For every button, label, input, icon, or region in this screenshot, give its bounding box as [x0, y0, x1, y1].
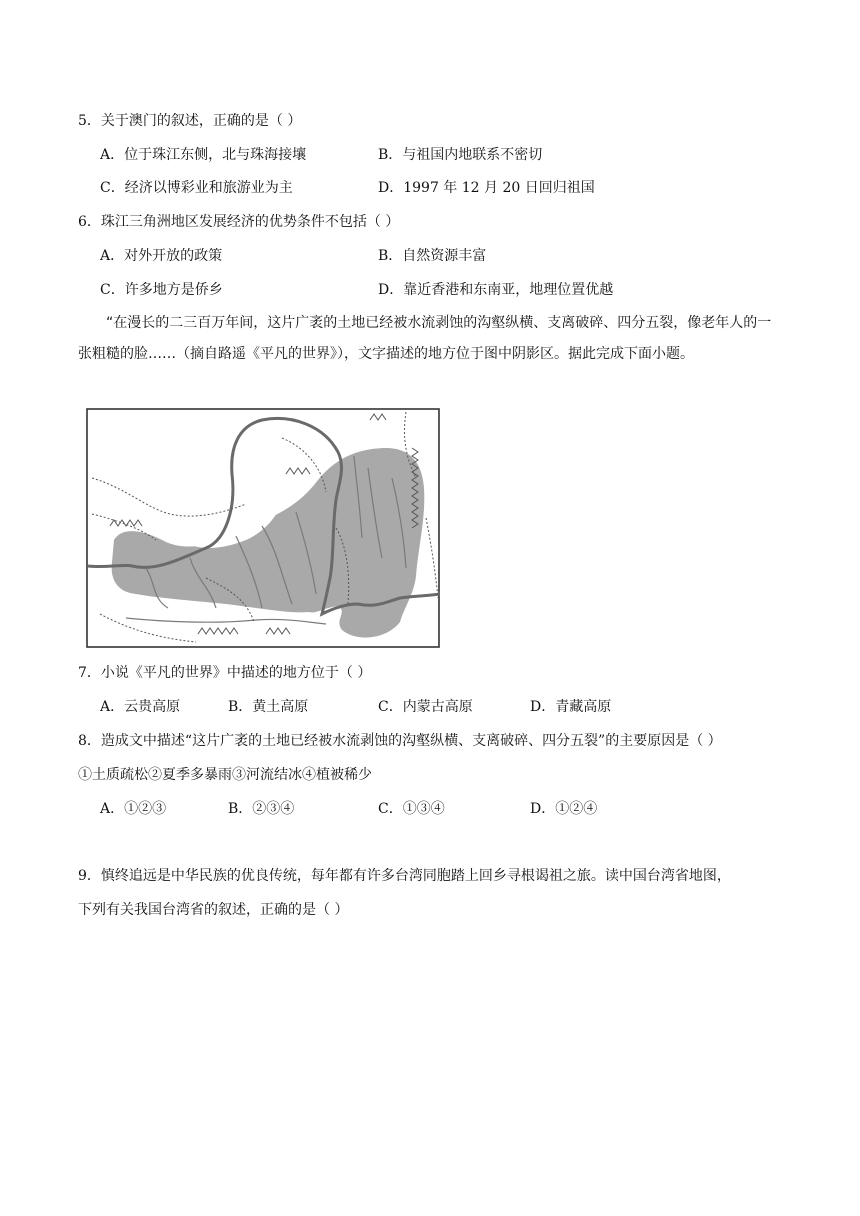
q5-option-a[interactable]: A．位于珠江东侧，北与珠海接壤: [100, 147, 307, 163]
q8-option-d[interactable]: D．①②④: [530, 801, 598, 817]
q7-option-b[interactable]: B．黄土高原: [228, 699, 309, 715]
q5-option-c[interactable]: C．经济以博彩业和旅游业为主: [100, 180, 293, 196]
loess-plateau-map: [86, 408, 440, 648]
reading-passage: “在漫长的二三百万年间，这片广袤的土地已经被水流剥蚀的沟壑纵横、支离破碎、四分五裂，像老年人的一张粗糙的脸……（摘自路遥《平凡的世界》），文字描述的地方位于图中阴影区。据此完成下面小题。: [78, 315, 772, 362]
q6-option-b[interactable]: B．自然资源丰富: [378, 248, 487, 264]
q5-option-d[interactable]: D．1997 年 12 月 20 日回归祖国: [378, 180, 595, 196]
q7-option-c[interactable]: C．内蒙古高原: [378, 699, 473, 715]
q8-stem: 8．造成文中描述“这片广袤的土地已经被水流剥蚀的沟壑纵横、支离破碎、四分五裂”的主要原因是（ ）: [78, 733, 722, 749]
q7-option-a[interactable]: A．云贵高原: [100, 699, 181, 715]
q8-option-b[interactable]: B．②③④: [228, 801, 295, 817]
q8-factors: ①土质疏松②夏季多暴雨③河流结冰④植被稀少: [78, 767, 372, 783]
q8-option-a[interactable]: A．①②③: [100, 801, 167, 817]
q5-stem: 5．关于澳门的叙述，正确的是（ ）: [78, 113, 302, 129]
q6-option-c[interactable]: C．许多地方是侨乡: [100, 282, 223, 298]
q9-stem-line1: 9．慎终追远是中华民族的优良传统，每年都有许多台湾同胞踏上回乡寻根谒祖之旅。读中国台湾省地图，: [78, 868, 731, 884]
q5-option-b[interactable]: B．与祖国内地联系不密切: [378, 147, 543, 163]
q8-option-c[interactable]: C．①③④: [378, 801, 445, 817]
q6-option-d[interactable]: D．靠近香港和东南亚，地理位置优越: [378, 282, 614, 298]
q7-option-d[interactable]: D．青藏高原: [530, 699, 612, 715]
q6-stem: 6．珠江三角洲地区发展经济的优势条件不包括（ ）: [78, 214, 400, 230]
q6-option-a[interactable]: A．对外开放的政策: [100, 248, 223, 264]
q9-stem-line2: 下列有关我国台湾省的叙述，正确的是（ ）: [78, 902, 349, 918]
q7-stem: 7．小说《平凡的世界》中描述的地方位于（ ）: [78, 665, 372, 681]
